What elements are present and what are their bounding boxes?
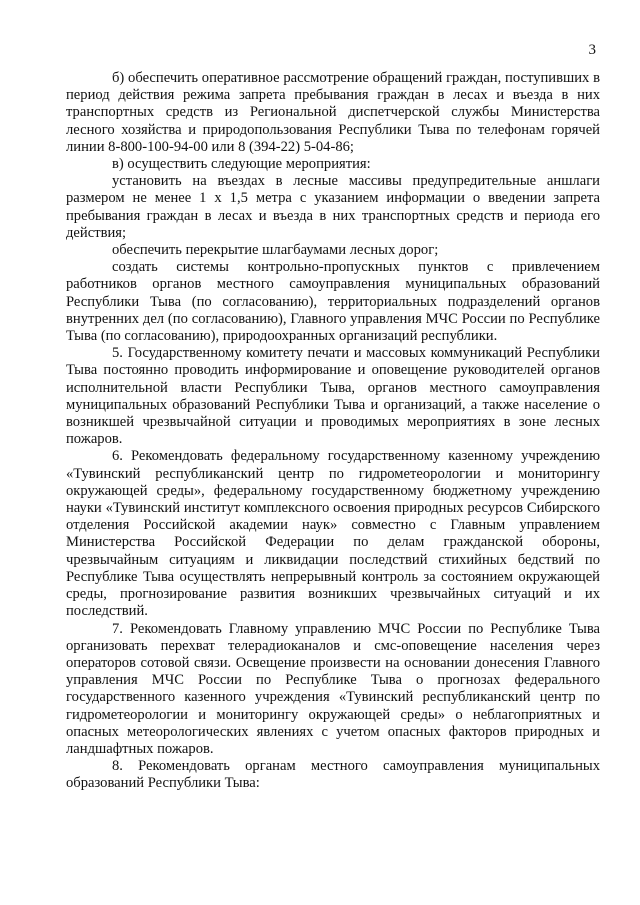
paragraph-item-6: 6. Рекомендовать федеральному государственному казенному учреждению «Тувинский республиканский центр по гидрометеорологии и мониторингу окружающей среды», федеральному государственному бюджетному учреждению науки «Тувинский институт комплексного освоения природных ресурсов Сибирского отделения Российской академии наук» совместно с Главным управлением Министерства Российской Федерации по делам гражданской обороны, чрезвычайным ситуациям и ликвидации последствий стихийных бедствий по Республике Тыва осуществлять непрерывный контроль за состоянием окружающей среды, прогнозирование развития возникших чрезвычайных ситуаций и их последствий. [66,448,600,620]
paragraph-item-5: 5. Государственному комитету печати и массовых коммуникаций Республики Тыва постоянно проводить информирование и оповещение руководителей органов исполнительной власти Республики Тыва, органов местного самоуправления муниципальных образований Республики Тыва и организаций, а также население о возникшей чрезвычайной ситуации и проводимых мероприятиях в зоне лесных пожаров. [66,345,600,448]
paragraph-barriers: обеспечить перекрытие шлагбаумами лесных дорог; [112,242,439,259]
paragraph-b-appeals: б) обеспечить оперативное рассмотрение обращений граждан, поступивших в период действия режима запрета пребывания граждан в лесах и въезда в них транспортных средств из Региональной диспетчерской службы Министерства лесного хозяйства и природопользования Республики Тыва по телефонам горячей линии 8-800-100-94-00 или 8 (394-22) 5-04-86; [66,70,600,155]
paragraph-item-7: 7. Рекомендовать Главному управлению МЧС России по Республике Тыва организовать перехват телерадиоканалов и смс-оповещение населения через операторов сотовой связи. Освещение произвести на основании донесения Главного управления МЧС России по Республике Тыва о прогнозах федерального государственного казенного учреждения «Тувинский республиканский центр по гидрометеорологии и мониторингу окружающей среды» о неблагоприятных и опасных метеорологических явлениях с учетом опасных факторов природных и ландшафтных пожаров. [66,620,600,757]
paragraph-checkpoints: создать системы контрольно-пропускных пунктов с привлечением работников органов местного самоуправления муниципальных образований Республики Тыва (по согласованию), территориальных подразделений органов внутренних дел (по согласованию), Главного управления МЧС России по Республике Тыва (по согласованию), природоохранных организаций республики. [66,259,600,345]
document-body [66,70,600,793]
paragraph-v-measures: в) осуществить следующие мероприятия: [112,156,371,173]
paragraph-warning-signs: установить на въездах в лесные массивы предупредительные аншлаги размером не менее 1 х 1,5 метра с указанием информации о введении запрета пребывания граждан в лесах и въезда в них транспортных средств и периода его действия; [66,173,600,241]
paragraph-item-8: 8. Рекомендовать органам местного самоуправления муниципальных образований Республики Тыва: [66,758,600,792]
page-number: 3 [588,42,596,58]
